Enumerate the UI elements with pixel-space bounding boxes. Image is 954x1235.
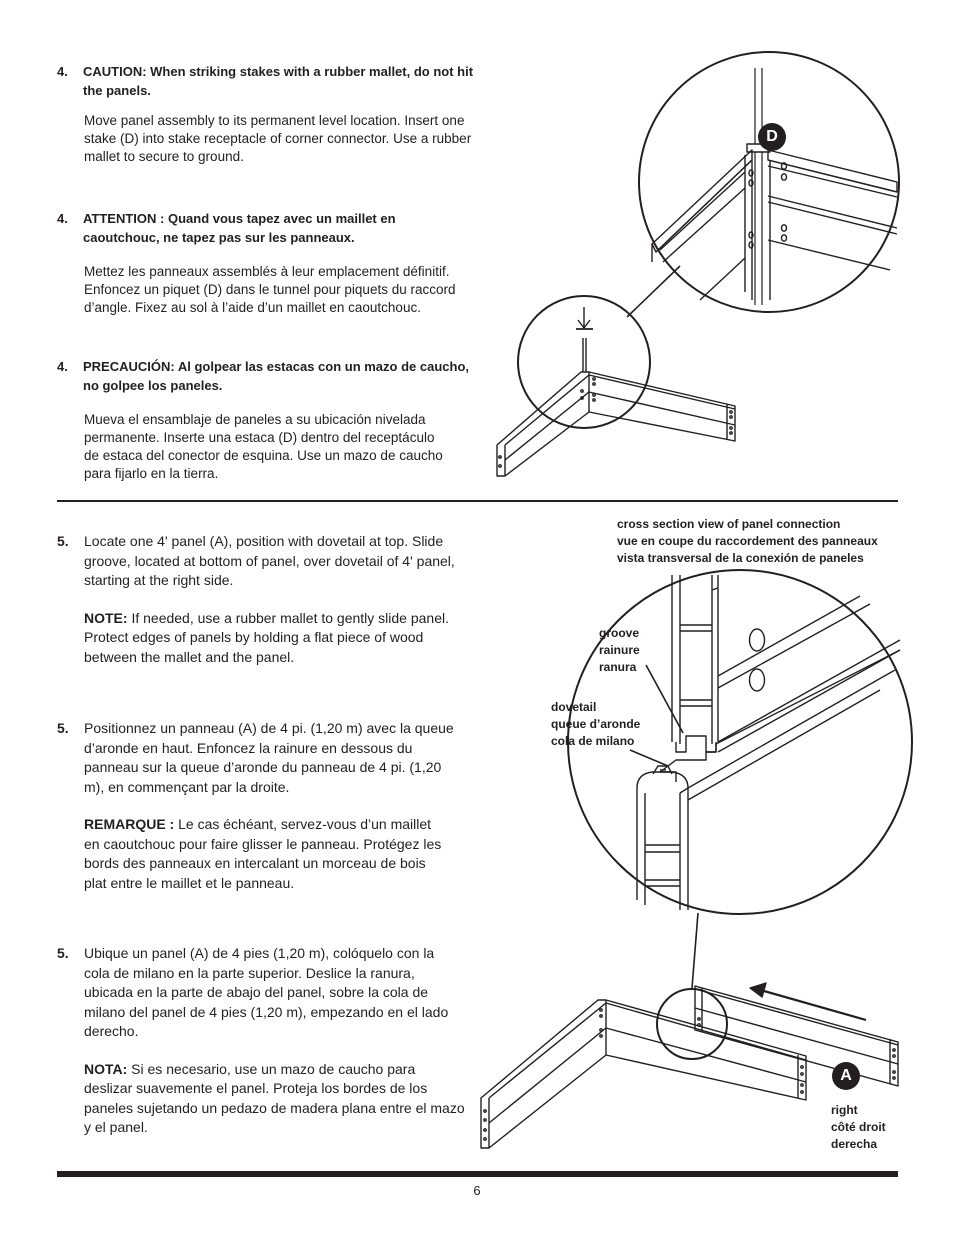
step-number: 4. [57, 211, 68, 226]
dovetail-label: dovetail queue d’aronde cola de milano [551, 700, 641, 748]
step-body: Mettez les panneaux assemblés à leur emplacement définitif. Enfoncez un piquet (D) dans le tunnel pour piquets du raccord d’angle. Fixez au sol à l’aide d’un maillet en caoutchouc. [84, 264, 456, 315]
panel-a-badge: A [832, 1062, 860, 1090]
step-number: 4. [57, 359, 68, 374]
groove-label: groove rainure ranura [599, 626, 640, 674]
dovetail-leader [630, 750, 668, 766]
callout-line [627, 266, 680, 317]
note-text: Le cas échéant, servez-vous d’un maillet en caoutchouc pour faire glisser le panneau. Protégez les bords des panneaux en intercalant un morceau de bois plat entre le maillet et le panneau. [84, 816, 442, 891]
callout-line [692, 913, 698, 988]
step-number: 5. [57, 720, 69, 736]
step-number: 5. [57, 945, 69, 961]
step-body: Locate one 4' panel (A), position with dovetail at top. Slide groove, located at bottom of panel, over dovetail of 4' panel, starting at the right side. [84, 533, 455, 588]
stake-overview [497, 296, 735, 476]
caution-heading: PRECAUCIÓN: Al golpear las estacas con un mazo de caucho, no golpee los paneles. [83, 359, 470, 393]
caution-heading: ATTENTION : Quand vous tapez avec un maillet en caoutchouc, ne tapez pas sur les panneaux. [83, 211, 396, 245]
step-body: Ubique un panel (A) de 4 pies (1,20 m), colóquelo con la cola de milano en la parte superior. Deslice la ranura, ubicada en la parte de abajo del panel, sobre la cola de milano del panel de 4 pies (1,20 m), empezando en el lado derecho. [84, 945, 449, 1039]
step-number: 5. [57, 533, 69, 549]
step-body: Mueva el ensamblaje de paneles a su ubicación nivelada permanente. Inserte una estaca (D) dentro del receptáculo de estaca del conector de esquina. Use un mazo de caucho para fijarlo en la tierra. [84, 412, 443, 481]
note-text: If needed, use a rubber mallet to gently slide panel. Protect edges of panels by holding a flat piece of wood between the mallet and the panel. [84, 609, 449, 665]
footer-rule [57, 1171, 898, 1177]
right-side-label: right côté droit derecha [831, 1103, 886, 1151]
page-number: 6 [473, 1183, 481, 1198]
stake-d-badge: D [758, 123, 786, 151]
note-label: REMARQUE : [84, 816, 175, 832]
step-body: Positionnez un panneau (A) de 4 pi. (1,20 m) avec la queue d’aronde en haut. Enfoncez la rainure en dessous du panneau sur la queue d’aronde du panneau de 4 pi. (1,20 m), en commençant par la droite. [84, 720, 454, 795]
cross-section-title: cross section view of panel connection vue en coupe du raccordement des panneaux vista transversal de la conexión de paneles [617, 517, 878, 565]
note-label: NOTA: [84, 1060, 128, 1077]
note-text: Si es necesario, use un mazo de caucho para deslizar suavemente el panel. Proteja los bordes de los paneles sujetando un pedazo de madera plana entre el mazo y el panel. [84, 1060, 465, 1135]
groove-leader [646, 665, 683, 733]
stake-detail-zoom [639, 52, 899, 312]
step-body: Move panel assembly to its permanent level location. Insert one stake (D) into stake receptacle of corner connector. Use a rubber mallet to secure to ground. [84, 113, 472, 164]
note-label: NOTE: [84, 609, 128, 626]
caution-heading: CAUTION: When striking stakes with a rubber mallet, do not hit the panels. [83, 64, 474, 98]
step-number: 4. [57, 64, 68, 79]
